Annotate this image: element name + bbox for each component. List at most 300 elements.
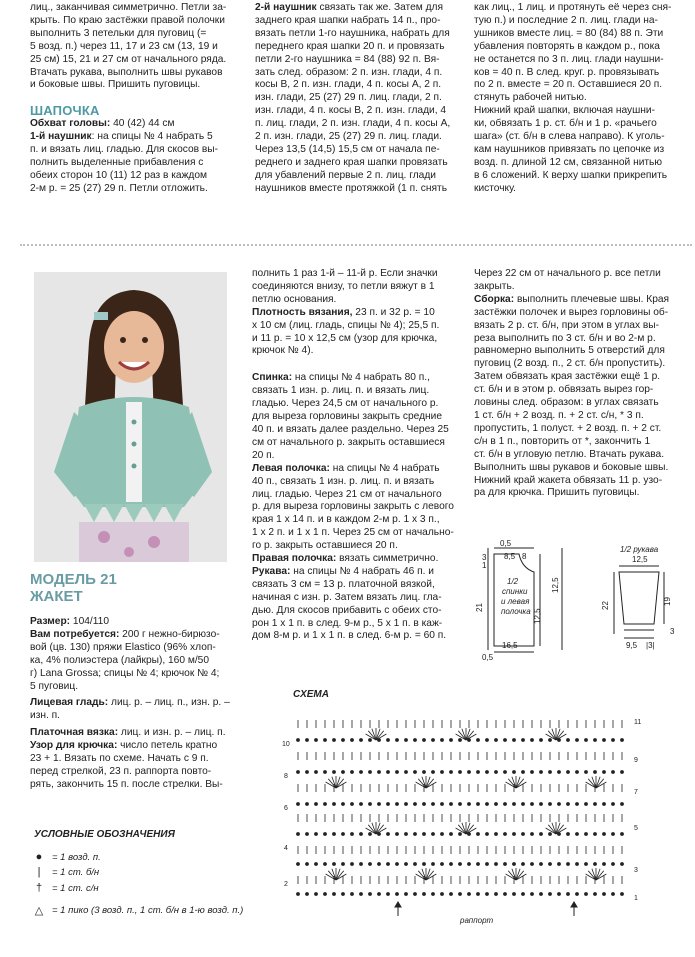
chain-symbol xyxy=(405,893,408,896)
chain-symbol xyxy=(549,771,552,774)
fan-stitch xyxy=(596,779,604,788)
chain-symbol xyxy=(351,893,354,896)
col2-top xyxy=(255,2,461,196)
dim-f: 12,5 xyxy=(551,577,560,593)
chain-symbol xyxy=(378,803,381,806)
hat-heading: ШАПОЧКА xyxy=(30,103,100,119)
chain-stitch-icon: ● xyxy=(35,851,43,863)
back-label: Спинка: xyxy=(252,372,293,384)
chain-symbol xyxy=(432,833,435,836)
text-line: для убавлений первые 2 п. лиц. глади xyxy=(255,169,436,181)
chain-symbol xyxy=(477,833,480,836)
dim-k: 12,5 xyxy=(632,555,648,564)
chain-symbol xyxy=(297,893,300,896)
chain-symbol xyxy=(576,893,579,896)
chain-symbol xyxy=(450,863,453,866)
text-line: косы В, 2 п. изн. глади, 4 п. косы А, 2 п. xyxy=(255,79,442,91)
chain-symbol xyxy=(603,863,606,866)
text-line: на спицы № 4 набрать 46 п. и xyxy=(290,565,434,577)
arrow-up-icon xyxy=(571,902,577,907)
chain-symbol xyxy=(540,771,543,774)
chain-symbol xyxy=(513,739,516,742)
text-line: связать 1 изн. р. лиц. п. и вязать лиц. xyxy=(252,385,430,397)
chain-symbol xyxy=(567,833,570,836)
chain-symbol xyxy=(315,893,318,896)
text-line: р. для выреза горловины закрыть с левого xyxy=(252,501,454,513)
fan-stitch xyxy=(596,871,604,880)
legend-item-picot xyxy=(34,904,243,917)
chain-symbol xyxy=(486,833,489,836)
chain-symbol xyxy=(459,863,462,866)
text-line: реза выполнить по 3 ст. б/н и во 2-м р. xyxy=(474,332,656,344)
chain-symbol xyxy=(414,833,417,836)
chain-symbol xyxy=(405,863,408,866)
chain-symbol xyxy=(387,803,390,806)
fan-stitch xyxy=(426,871,434,880)
row-label-6: 6 xyxy=(284,805,288,812)
chain-symbol xyxy=(324,893,327,896)
chain-symbol xyxy=(405,771,408,774)
text-line: равномерно выполнить 5 отверстий для xyxy=(474,345,665,357)
chain-symbol xyxy=(468,771,471,774)
fan-stitch xyxy=(508,871,516,880)
text-line: края 1 х 14 п. и в каждом 2-м р. 1 х 3 п., xyxy=(252,514,440,526)
text-line: закрыть. xyxy=(474,280,515,292)
chain-symbol xyxy=(351,739,354,742)
garment-schematic xyxy=(474,538,689,663)
chain-symbol xyxy=(594,863,597,866)
fan-stitch xyxy=(588,871,596,880)
chain-symbol xyxy=(306,803,309,806)
chain-symbol xyxy=(432,803,435,806)
chain-symbol xyxy=(297,863,300,866)
chain-symbol xyxy=(495,803,498,806)
chain-symbol xyxy=(396,893,399,896)
chain-symbol xyxy=(450,893,453,896)
fan-stitch xyxy=(336,871,344,880)
chain-symbol xyxy=(621,771,624,774)
chain-symbol xyxy=(495,833,498,836)
chain-symbol xyxy=(351,863,354,866)
section-divider xyxy=(20,244,692,246)
chain-symbol xyxy=(531,893,534,896)
chain-symbol xyxy=(432,771,435,774)
text-line: 2-м р. = 25 (27) 29 п. Петли отложить. xyxy=(30,182,208,194)
chain-symbol xyxy=(342,739,345,742)
text-line: 23 п. и 32 р. = 10 xyxy=(352,306,435,318)
chain-symbol xyxy=(567,771,570,774)
repeat-label: раппорт xyxy=(460,916,494,925)
dim-p: 3 xyxy=(670,627,675,636)
chain-symbol xyxy=(459,739,462,742)
girl-illustration xyxy=(34,272,227,562)
dim-c: 8 xyxy=(522,552,527,561)
chain-symbol xyxy=(603,833,606,836)
chain-symbol xyxy=(360,863,363,866)
chain-symbol xyxy=(324,771,327,774)
chain-symbol xyxy=(576,739,579,742)
chain-symbol xyxy=(387,771,390,774)
chain-symbol xyxy=(540,893,543,896)
text-line: вязать 2 р. ст. б/н, при этом в углах вы- xyxy=(474,319,660,331)
chain-symbol xyxy=(441,803,444,806)
arrow-up-icon xyxy=(395,902,401,907)
chain-symbol xyxy=(441,771,444,774)
text-line: Через 13,5 (14,5) 15,5 см от начала пе- xyxy=(255,143,440,155)
chain-symbol xyxy=(414,863,417,866)
text-line: наушников вместе протяжкой (1 п. снять xyxy=(255,182,448,194)
text-line: выполнить плечевые швы. Края xyxy=(514,293,670,305)
chain-symbol xyxy=(378,863,381,866)
text-line: не останется по 3 п. лиц. глади наушни- xyxy=(474,53,664,65)
chain-symbol xyxy=(531,833,534,836)
text-line: ст. б/н и в этом р. обвязать вырез гор- xyxy=(474,384,654,396)
left-front-label: Левая полочка: xyxy=(252,462,330,474)
chain-symbol xyxy=(333,893,336,896)
text-line: ков = 40 п. В след. круг. р. провязывать xyxy=(474,66,660,78)
chain-symbol xyxy=(522,833,525,836)
text-line: полнить выделенные прибавления с xyxy=(30,156,204,168)
chain-symbol xyxy=(387,739,390,742)
text-line: пуговиц (2 возд. п., 2 ст. б/н пропустить). xyxy=(474,358,666,370)
chain-symbol xyxy=(567,803,570,806)
text-line: ка, 4% полиэстера (лайкры), 160 м/50 xyxy=(30,654,210,666)
chain-symbol xyxy=(441,739,444,742)
legend-text: = 1 возд. п. xyxy=(52,851,101,863)
chain-symbol xyxy=(504,803,507,806)
chain-symbol xyxy=(549,893,552,896)
dim-b: 8,5 xyxy=(504,552,516,561)
dim-a: 0,5 xyxy=(500,539,512,548)
text-line: переднего края шапки 20 п. и провязать xyxy=(255,40,445,52)
chain-symbol xyxy=(360,833,363,836)
chain-symbol xyxy=(585,863,588,866)
chain-symbol xyxy=(342,771,345,774)
text-line: ра для крючка. Пришить пуговицы. xyxy=(474,487,640,499)
legend-item-sc xyxy=(34,866,99,878)
text-line: изн. п. xyxy=(30,710,60,722)
earflap1-label: 1-й наушник xyxy=(30,131,92,143)
chain-symbol xyxy=(297,833,300,836)
fan-stitch xyxy=(588,779,596,788)
col2-model xyxy=(252,268,462,643)
chain-symbol xyxy=(513,771,516,774)
fan-stitch xyxy=(516,871,524,880)
text-line: кисточку. xyxy=(474,182,517,194)
chain-symbol xyxy=(585,803,588,806)
legend-title: УСЛОВНЫЕ ОБОЗНАЧЕНИЯ xyxy=(34,829,175,840)
chain-symbol xyxy=(450,739,453,742)
text-line: с/н в 1 п., повторить от *, закончить 1 xyxy=(474,435,651,447)
text-line: Втачать рукава, выполнить швы рукавов xyxy=(30,66,223,78)
text-line: убавления повторять в каждом р., пока xyxy=(474,40,660,52)
text-line: возд. п. длиной 12 см, связанной нитью xyxy=(474,156,663,168)
row-label-11: 11 xyxy=(634,719,642,726)
chain-symbol xyxy=(333,863,336,866)
text-line: зать след. образом: 2 п. изн. глади, 4 п. xyxy=(255,66,443,78)
text-line: шага» (ст. б/н в слева направо). К уголь- xyxy=(474,131,665,143)
chain-symbol xyxy=(495,739,498,742)
text-line: п. и вязать лиц. гладью. Для скосов вы- xyxy=(30,144,218,156)
text-line: связать так же. Затем для xyxy=(316,2,444,13)
legend-item-chain xyxy=(34,851,101,863)
chain-symbol xyxy=(585,833,588,836)
legend-item-dc xyxy=(34,882,99,894)
chain-symbol xyxy=(558,771,561,774)
fan-stitch xyxy=(336,779,344,788)
chain-symbol xyxy=(306,833,309,836)
chain-symbol xyxy=(594,833,597,836)
chain-symbol xyxy=(531,803,534,806)
chain-symbol xyxy=(387,863,390,866)
text-line: связать 3 см = 13 р. платочной вязкой, xyxy=(252,578,435,590)
dim-i: 16,5 xyxy=(502,641,518,650)
chain-symbol xyxy=(459,893,462,896)
chain-symbol xyxy=(396,771,399,774)
dim-m: 22 xyxy=(601,601,610,610)
chain-symbol xyxy=(504,739,507,742)
chain-symbol xyxy=(378,893,381,896)
chain-symbol xyxy=(441,833,444,836)
chain-symbol xyxy=(594,771,597,774)
chain-symbol xyxy=(369,739,372,742)
chain-symbol xyxy=(342,893,345,896)
chain-symbol xyxy=(522,771,525,774)
chain-symbol xyxy=(369,803,372,806)
text-line: 25 см) 15, 21 и 27 см от начального ряда. xyxy=(30,53,227,65)
chain-symbol xyxy=(459,803,462,806)
chain-symbol xyxy=(486,771,489,774)
row-label-2: 2 xyxy=(284,881,288,888)
text-line: ки, обвязать 1 р. ст. б/н и 1 р. «рачьего xyxy=(474,118,657,130)
chain-symbol xyxy=(495,893,498,896)
text-line: лиц. р. – лиц. п., изн. р. – xyxy=(108,697,230,709)
chain-symbol xyxy=(513,893,516,896)
chain-symbol xyxy=(333,739,336,742)
text-line: : на спицы № 4 набрать 5 xyxy=(91,131,213,143)
chain-symbol xyxy=(558,893,561,896)
chain-symbol xyxy=(549,863,552,866)
text-line: петлю основания. xyxy=(252,293,337,305)
text-line: перед стрелкой, 23 п. раппорта повто- xyxy=(30,765,212,777)
chain-symbol xyxy=(522,803,525,806)
chain-symbol xyxy=(315,803,318,806)
chain-symbol xyxy=(423,893,426,896)
stitch-garter-label: Платочная вязка: xyxy=(30,727,119,739)
text-line: выполнить 3 петельки для пуговиц (= xyxy=(30,27,207,39)
legend-text: = 1 ст. б/н xyxy=(52,866,100,878)
chain-symbol xyxy=(315,833,318,836)
chain-symbol xyxy=(504,833,507,836)
chain-symbol xyxy=(549,739,552,742)
chain-symbol xyxy=(423,739,426,742)
chain-symbol xyxy=(333,771,336,774)
text-line: см от начального р. закрыть оставшиеся xyxy=(252,436,445,448)
model-photo xyxy=(34,272,227,562)
model-number: МОДЕЛЬ 21 xyxy=(30,571,117,588)
chain-symbol xyxy=(585,739,588,742)
chain-symbol xyxy=(306,863,309,866)
stitch-crochet-label: Узор для крючка: xyxy=(30,740,118,752)
chain-symbol xyxy=(396,863,399,866)
chain-symbol xyxy=(540,863,543,866)
text-line: соединяются внизу, то петли вяжут в 1 xyxy=(252,280,435,292)
chain-symbol xyxy=(531,739,534,742)
text-line: петли 2-го наушника = 84 (88) 92 п. Вя- xyxy=(255,53,440,65)
chain-symbol xyxy=(612,893,615,896)
chain-symbol xyxy=(324,803,327,806)
chain-symbol xyxy=(351,833,354,836)
chain-symbol xyxy=(297,739,300,742)
legend-text: = 1 ст. с/н xyxy=(52,882,99,894)
text-line: 5 возд. п.) через 11, 17 и 23 см (13, 19 и xyxy=(30,40,218,52)
front-label-1: 1/2 xyxy=(507,577,519,586)
chain-symbol xyxy=(396,803,399,806)
head-size-label: Обхват головы: xyxy=(30,118,111,130)
chain-symbol xyxy=(486,803,489,806)
chain-symbol xyxy=(459,833,462,836)
row-label-10: 10 xyxy=(282,741,290,748)
assembly-label: Сборка: xyxy=(474,293,515,305)
chain-symbol xyxy=(315,739,318,742)
chain-symbol xyxy=(342,803,345,806)
chain-symbol xyxy=(621,739,624,742)
row-label-9: 9 xyxy=(634,757,638,764)
text-line: число петель кратно xyxy=(117,740,218,752)
chain-symbol xyxy=(387,893,390,896)
text-line: полнить 1 раз 1-й – 11-й р. Если значки xyxy=(252,268,438,279)
chain-symbol xyxy=(531,771,534,774)
earflap2-label: 2-й наушник xyxy=(255,2,317,13)
chain-symbol xyxy=(594,893,597,896)
chain-symbol xyxy=(513,863,516,866)
chain-symbol xyxy=(522,893,525,896)
text-line: кам наушников привязать по цепочке из xyxy=(474,143,665,155)
chain-symbol xyxy=(603,803,606,806)
fan-stitch xyxy=(328,779,336,788)
chain-symbol xyxy=(576,863,579,866)
row-label-1: 1 xyxy=(634,895,638,902)
size-value: 104/110 xyxy=(70,616,109,627)
chain-symbol xyxy=(360,803,363,806)
col1-model xyxy=(30,571,238,792)
text-line: лиц. гладью. Через 21 см от начального xyxy=(252,488,442,500)
single-crochet-icon: | xyxy=(37,866,41,878)
chain-symbol xyxy=(621,863,624,866)
row-label-8: 8 xyxy=(284,773,288,780)
chain-symbol xyxy=(495,771,498,774)
text-line: вой (цв. 130) пряжи Elastico (96% хлоп- xyxy=(30,641,216,653)
chain-symbol xyxy=(486,893,489,896)
chain-symbol xyxy=(585,893,588,896)
chain-symbol xyxy=(513,833,516,836)
chain-symbol xyxy=(369,771,372,774)
text-line: крыть. По краю застёжки правой полочки xyxy=(30,14,225,26)
chain-symbol xyxy=(612,863,615,866)
text-line: на спицы № 4 набрать xyxy=(329,462,440,474)
chain-symbol xyxy=(576,833,579,836)
chain-symbol xyxy=(414,893,417,896)
chain-symbol xyxy=(594,739,597,742)
text-line: г) Lana Grossa; спицы № 4; крючок № 4; xyxy=(30,667,220,679)
text-line: 40 п., связать 1 изн. р. лиц. п. и вязать xyxy=(252,475,435,487)
chain-symbol xyxy=(576,771,579,774)
chain-symbol xyxy=(369,833,372,836)
text-line: вязать петли 1-го наушника, набрать для xyxy=(255,27,450,39)
sleeve-title: 1/2 рукава xyxy=(620,545,659,554)
chain-symbol xyxy=(522,739,525,742)
fan-stitch xyxy=(328,871,336,880)
chain-symbol xyxy=(540,803,543,806)
dim-d: 3 xyxy=(482,553,487,562)
chain-symbol xyxy=(549,833,552,836)
text-line: для выреза горловины закрыть средние xyxy=(252,411,443,423)
text-line: дью. Для скосов прибавить с обеих сто- xyxy=(252,604,442,616)
chain-symbol xyxy=(423,803,426,806)
chain-symbol xyxy=(504,863,507,866)
chain-symbol xyxy=(477,893,480,896)
text-line: 40 п. и вязать далее раздельно. Через 25 xyxy=(252,423,449,435)
text-line: как лиц., 1 лиц. и протянуть её через сня- xyxy=(474,2,672,13)
front-label-2: спинки xyxy=(502,587,528,596)
legend-text: = 1 пико (3 возд. п., 1 ст. б/н в 1-ю возд. п.) xyxy=(52,905,244,916)
chain-symbol xyxy=(423,771,426,774)
chain-symbol xyxy=(603,739,606,742)
chain-symbol xyxy=(306,739,309,742)
text-line: Через 22 см от начального р. все петли xyxy=(474,268,661,279)
chain-symbol xyxy=(333,803,336,806)
chain-symbol xyxy=(414,739,417,742)
text-line: х 10 см (лиц. гладь, спицы № 4); 25,5 п. xyxy=(252,319,440,331)
materials-label: Вам потребуется: xyxy=(30,628,120,640)
text-line: Нижний край шапки, включая наушни- xyxy=(474,105,655,117)
chain-symbol xyxy=(306,893,309,896)
right-front-label: Правая полочка: xyxy=(252,553,337,565)
chain-symbol xyxy=(369,863,372,866)
model-title: ЖАКЕТ xyxy=(30,588,83,605)
chain-symbol xyxy=(504,771,507,774)
chain-symbol xyxy=(504,893,507,896)
chain-symbol xyxy=(621,893,624,896)
text-line: ушников вместе лиц. = 80 (84) 88 п. Эти xyxy=(474,27,664,39)
chain-symbol xyxy=(558,863,561,866)
chain-symbol xyxy=(522,863,525,866)
chain-symbol xyxy=(360,893,363,896)
chain-symbol xyxy=(414,771,417,774)
chain-symbol xyxy=(297,803,300,806)
chain-symbol xyxy=(567,739,570,742)
chain-symbol xyxy=(387,833,390,836)
text-line: 1 ст. б/н + 2 возд. п. + 2 ст. с/н, * 3 п. xyxy=(474,409,644,421)
chain-symbol xyxy=(324,833,327,836)
text-line: тую п.) и последние 2 п. лиц. глади на- xyxy=(474,14,658,26)
text-line: 23 + 1. Вязать по схеме. Начать с 9 п. xyxy=(30,753,209,765)
chain-symbol xyxy=(405,739,408,742)
chain-symbol xyxy=(315,863,318,866)
chain-symbol xyxy=(351,803,354,806)
front-label-3: и левая xyxy=(501,597,530,606)
chain-symbol xyxy=(603,771,606,774)
text-line: в 6 сложений. К верху шапки прикрепить xyxy=(474,169,668,181)
text-line: Затем обвязать края застёжки ещё 1 р. xyxy=(474,371,661,383)
chain-symbol xyxy=(477,771,480,774)
chain-symbol xyxy=(306,771,309,774)
chain-symbol xyxy=(549,803,552,806)
text-line: по 2 п. вместе = 20 п. Оставшиеся 20 п. xyxy=(474,79,663,91)
text-line: ст. б/н в угловую петлю. Втачать рукава. xyxy=(474,448,665,460)
chain-symbol xyxy=(423,833,426,836)
text-line: изн. глади, 4 п. косы В, 2 п. изн. глади, 4 xyxy=(255,105,447,117)
